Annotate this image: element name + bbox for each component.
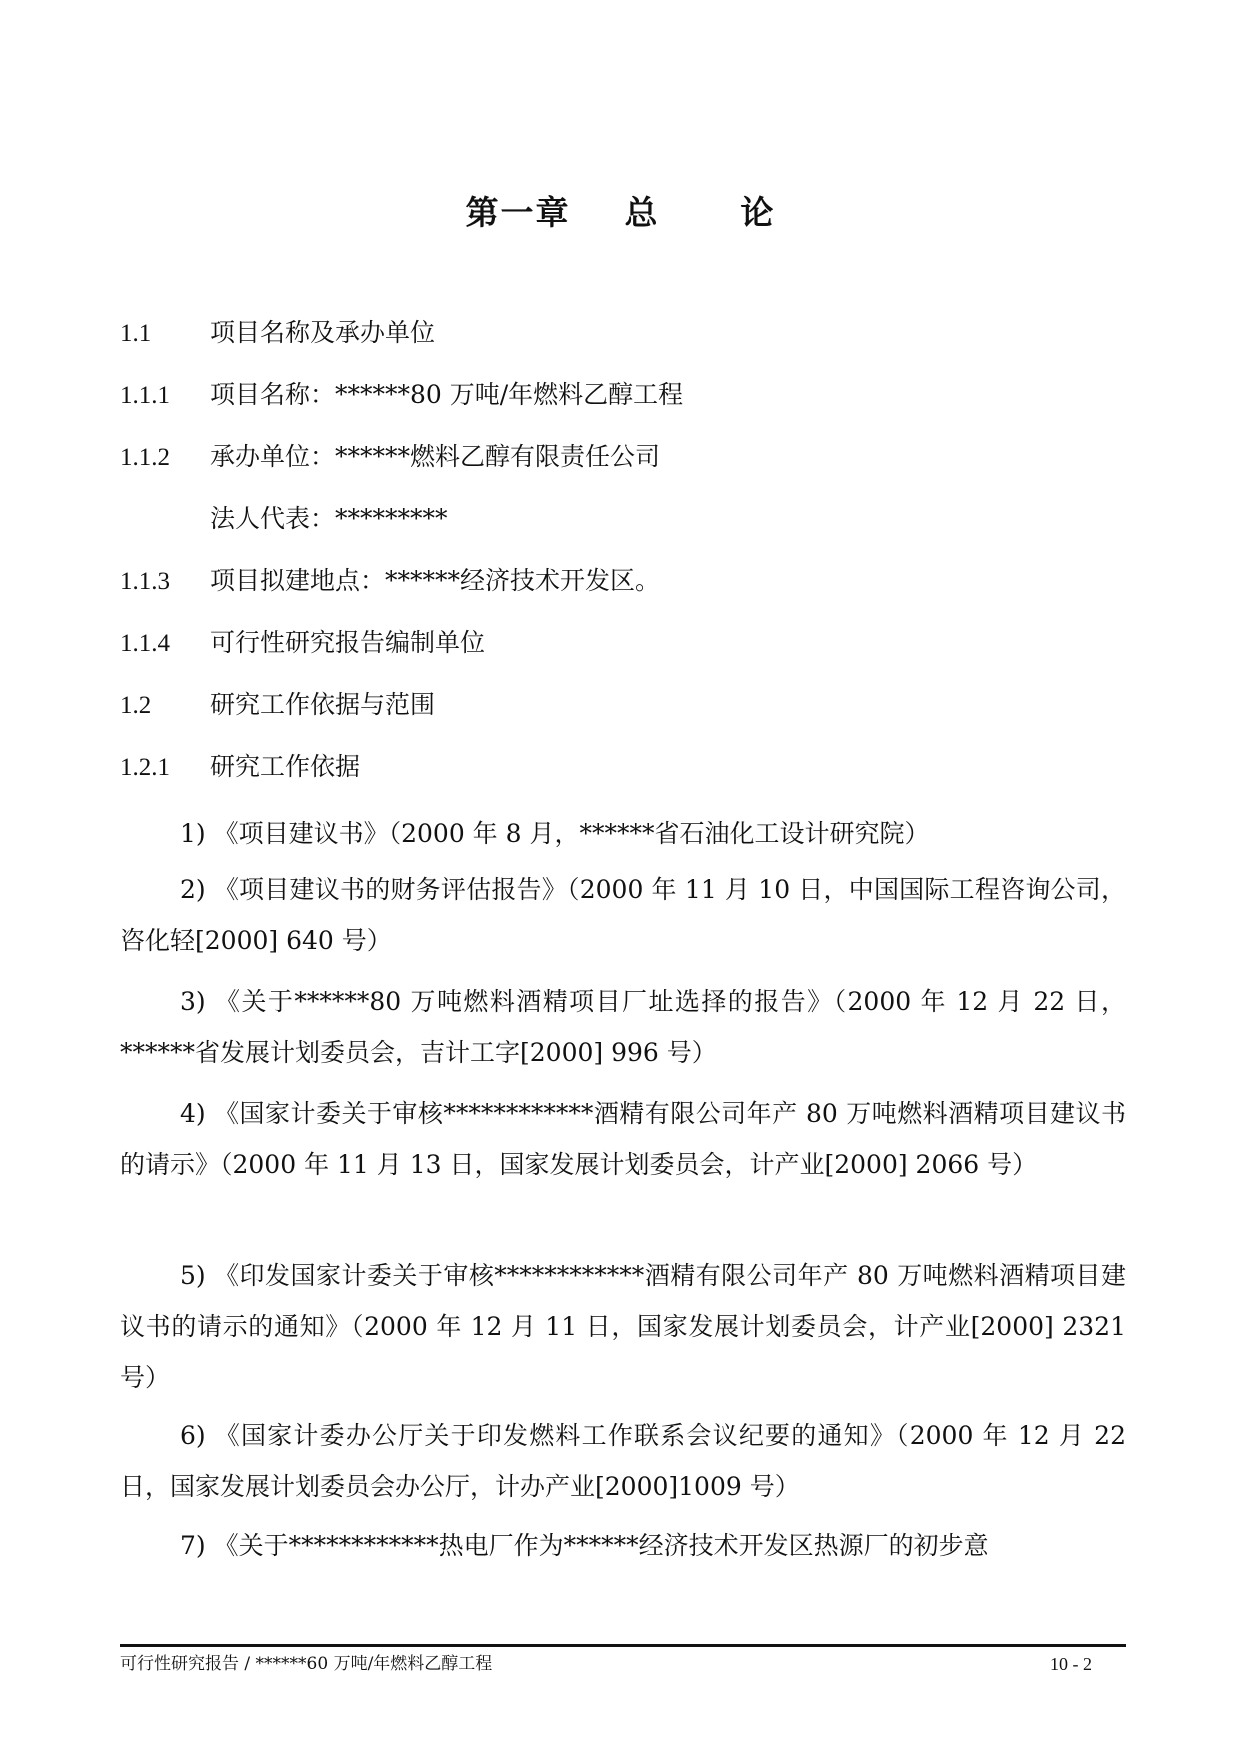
heading-text: 可行性研究报告编制单位 <box>210 628 486 657</box>
reference-1: 1) 《项目建议书》（2000 年 8 月，******省石油化工设计研究院） <box>180 819 930 848</box>
heading-number: 1.1 <box>120 320 152 347</box>
heading-1-1-3 <box>120 564 660 598</box>
heading-text: 承办单位：******燃料乙醇有限责任公司 <box>210 442 661 471</box>
reference-4: 4) 《国家计委关于审核************酒精有限公司年产 80 万吨燃料酒精项目建议书的请示》（2000 年 11 月 13 日，国家发展计划委员会，计产业[2000] 2066 号） <box>120 1099 1126 1179</box>
reference-7: 7) 《关于************热电厂作为******经济技术开发区热源厂的初步意 <box>180 1531 989 1560</box>
heading-number: 1.1.3 <box>120 568 170 595</box>
heading-text: 项目名称及承办单位 <box>210 318 436 347</box>
legal-representative <box>120 502 448 536</box>
heading-number: 1.2.1 <box>120 754 170 781</box>
page-number: 10 - 2 <box>1050 1654 1092 1674</box>
heading-text: 项目拟建地点：******经济技术开发区。 <box>210 566 661 595</box>
heading-number: 1.1.1 <box>120 382 170 409</box>
heading-number: 1.2 <box>120 692 152 719</box>
heading-number: 1.1.2 <box>120 444 170 471</box>
heading-1-1 <box>120 316 435 350</box>
footer-rule <box>120 1644 1126 1647</box>
heading-text: 项目名称：******80 万吨/年燃料乙醇工程 <box>210 380 684 409</box>
heading-text: 法人代表：********* <box>210 504 448 533</box>
heading-1-1-1 <box>120 378 683 412</box>
reference-6: 6) 《国家计委办公厅关于印发燃料工作联系会议纪要的通知》（2000 年 12 月 22 日，国家发展计划委员会办公厅，计办产业[2000]1009 号） <box>120 1421 1126 1501</box>
footer-document-title: 可行性研究报告 / ******60 万吨/年燃料乙醇工程 <box>120 1654 493 1674</box>
chapter-title: 第一章 总 论 <box>465 193 776 232</box>
heading-number: 1.1.4 <box>120 630 170 657</box>
reference-2: 2) 《项目建议书的财务评估报告》（2000 年 11 月 10 日，中国国际工程咨询公司，咨化轻[2000] 640 号） <box>120 875 1126 955</box>
reference-3: 3) 《关于******80 万吨燃料酒精项目厂址选择的报告》（2000 年 12 月 22 日，******省发展计划委员会，吉计工字[2000] 996 号） <box>120 987 1126 1067</box>
heading-1-1-2 <box>120 440 660 474</box>
heading-text: 研究工作依据与范围 <box>210 690 436 719</box>
heading-text: 研究工作依据 <box>210 752 361 781</box>
heading-1-2 <box>120 688 435 722</box>
heading-1-2-1 <box>120 750 360 784</box>
heading-1-1-4 <box>120 626 485 660</box>
reference-5: 5) 《印发国家计委关于审核************酒精有限公司年产 80 万吨燃料酒精项目建议书的请示的通知》（2000 年 12 月 11 日，国家发展计划委员会，计产业[2000] 2321 号） <box>120 1261 1126 1392</box>
